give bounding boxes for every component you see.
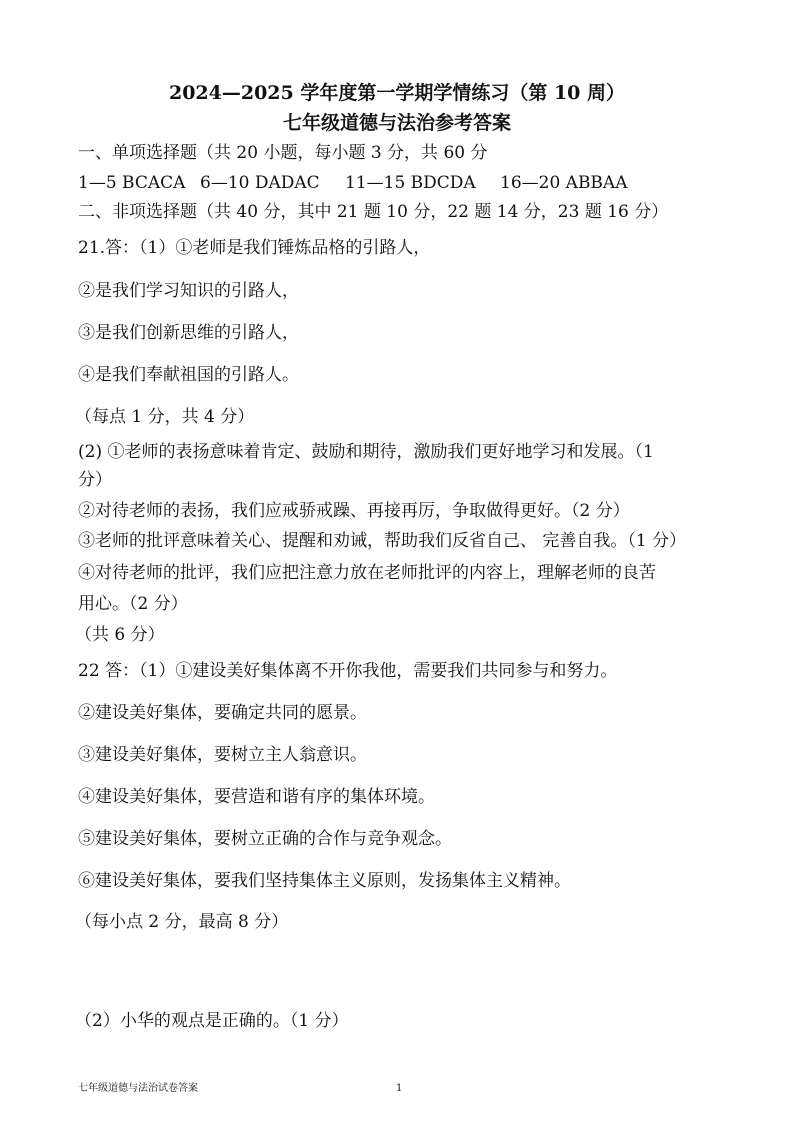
q22-part1-line: ②建设美好集体，要确定共同的愿景。	[78, 703, 367, 723]
mc-answer-group: 16—20 ABBAA	[500, 173, 628, 193]
page-number: 1	[396, 1083, 403, 1094]
q21-part1-line: ②是我们学习知识的引路人，	[78, 281, 299, 301]
q21-part1-score: （每点 1 分，共 4 分）	[75, 407, 255, 427]
q22-part2-line: （2）小华的观点是正确的。（1 分）	[75, 1011, 349, 1031]
q22-part1-line: ⑤建设美好集体，要树立正确的合作与竞争观念。	[78, 829, 452, 849]
q21-part2-line: ④对待老师的批评，我们应把注意力放在老师批评的内容上，理解老师的良苦	[78, 563, 656, 583]
q21-part2-line: (2) ①老师的表扬意味着肯定、鼓励和期待，激励我们更好地学习和发展。（1	[78, 442, 654, 462]
q22-part1-score: （每小点 2 分，最高 8 分）	[75, 912, 289, 932]
document-title: 2024—2025 学年度第一学期学情练习（第 10 周）	[168, 82, 626, 104]
mc-answer-group: 6—10 DADAC	[200, 173, 320, 193]
q22-part1-line: ③建设美好集体，要树立主人翁意识。	[78, 745, 367, 765]
q21-part2-line: 分）	[78, 470, 112, 490]
section1-heading: 一、单项选择题（共 20 小题，每小题 3 分，共 60 分	[78, 143, 488, 163]
q22-part1-line: 22 答：（1）①建设美好集体离不开你我他，需要我们共同参与和努力。	[78, 661, 618, 681]
q21-part1-line: 21.答：（1）①老师是我们锤炼品格的引路人，	[78, 238, 431, 258]
document-subtitle: 七年级道德与法治参考答案	[282, 112, 511, 134]
footer-label: 七年级道德与法治试卷答案	[78, 1083, 198, 1094]
q21-part2-score: （共 6 分）	[75, 625, 165, 645]
q21-part2-line: ③老师的批评意味着关心、提醒和劝诫，帮助我们反省自己、 完善自我。（1 分）	[78, 531, 687, 551]
q22-part1-line: ④建设美好集体，要营造和谐有序的集体环境。	[78, 787, 435, 807]
mc-answer-group: 11—15 BDCDA	[345, 173, 476, 193]
q21-part2-line: 用心。（2 分）	[78, 594, 188, 614]
q21-part1-line: ③是我们创新思维的引路人，	[78, 323, 299, 343]
q22-part1-line: ⑥建设美好集体，要我们坚持集体主义原则，发扬集体主义精神。	[78, 871, 571, 891]
q21-part1-line: ④是我们奉献祖国的引路人。	[78, 365, 299, 385]
mc-answer-group: 1—5 BCACA	[78, 173, 186, 193]
section2-heading: 二、非项选择题（共 40 分，其中 21 题 10 分，22 题 14 分，23 题 16 分）	[78, 202, 669, 222]
q21-part2-line: ②对待老师的表扬，我们应戒骄戒躁、再接再厉，争取做得更好。（2 分）	[78, 501, 630, 521]
